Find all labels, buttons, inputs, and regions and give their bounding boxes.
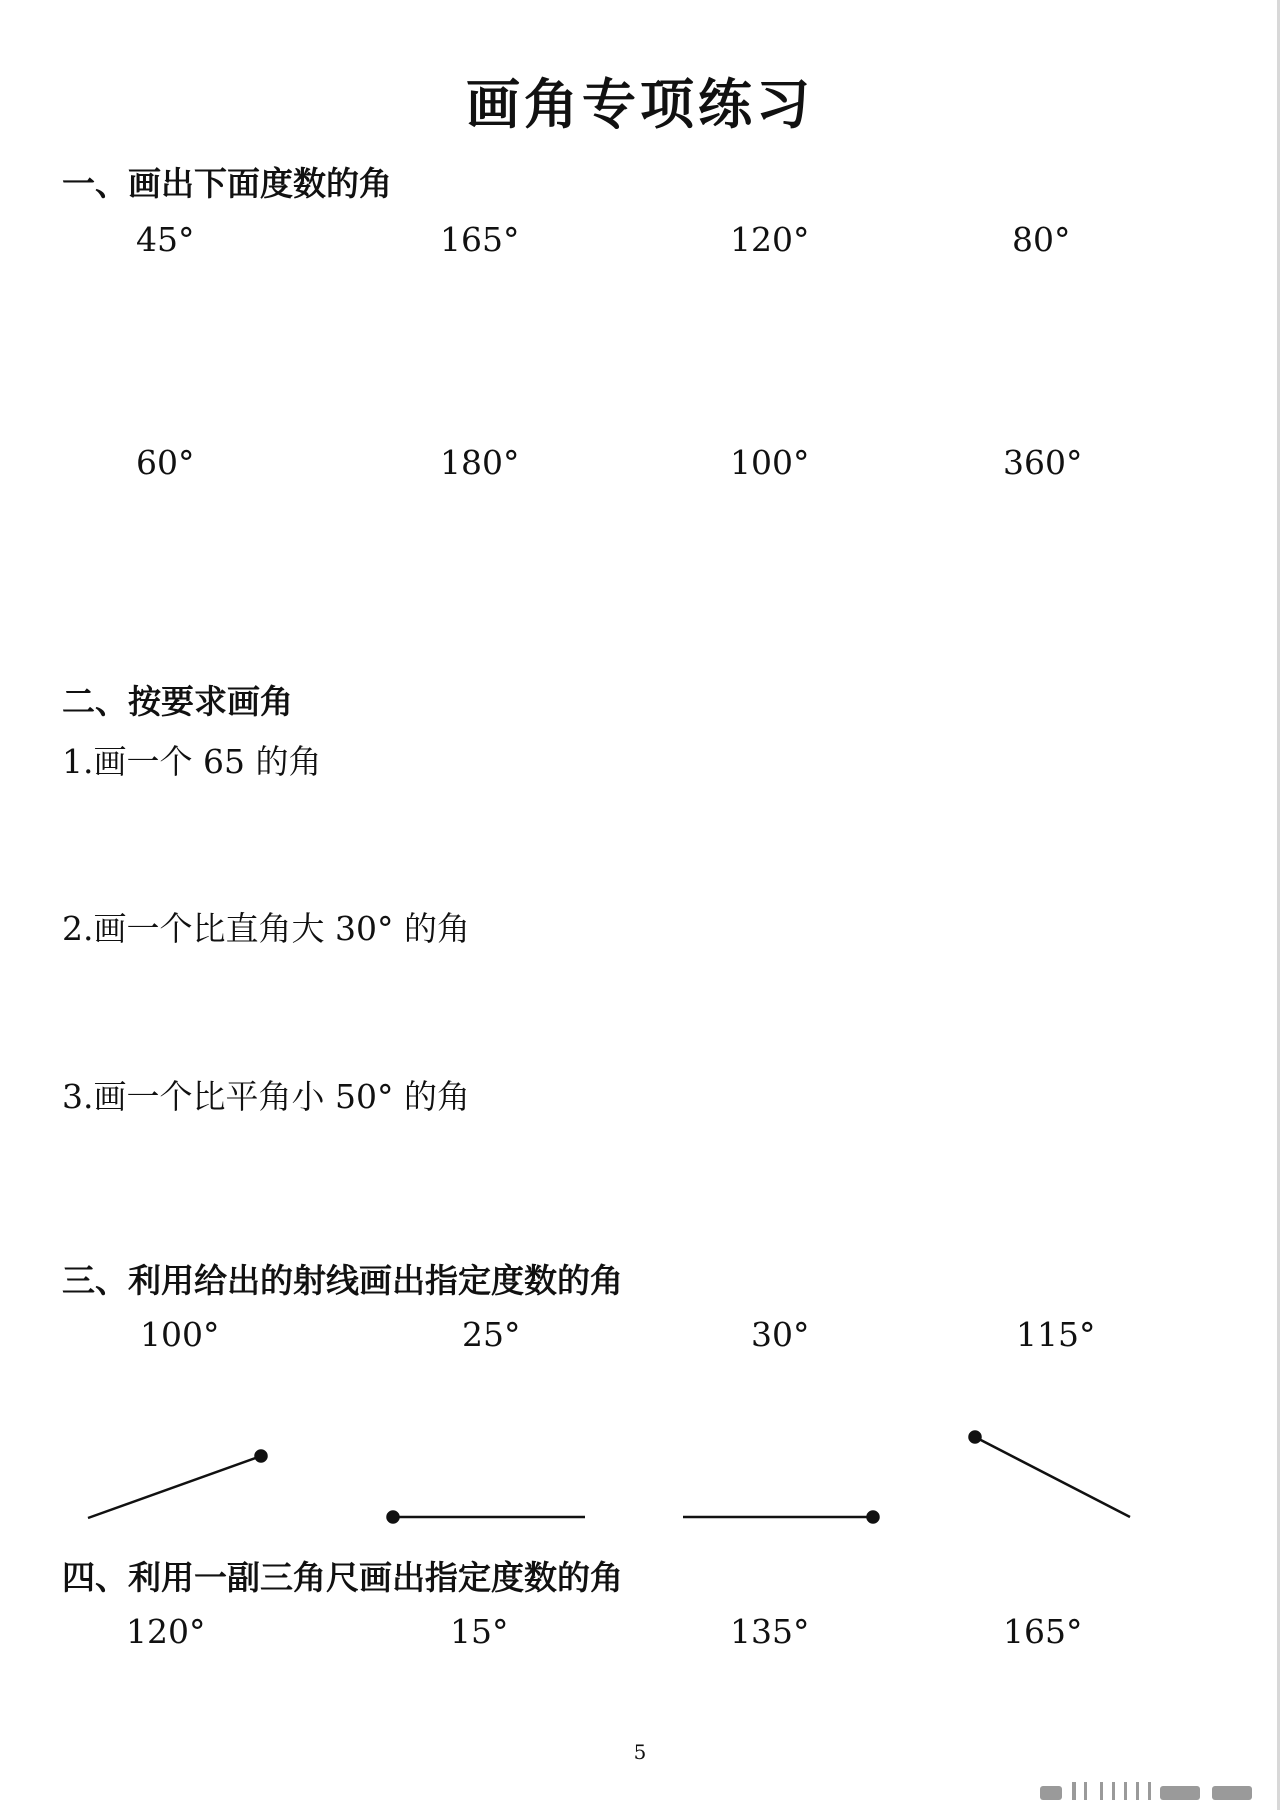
degree-label: 165° (1003, 1612, 1083, 1651)
degree-label: 180° (440, 443, 520, 482)
section-2-heading: 二、按要求画角 (62, 682, 293, 721)
ray-3-endpoint (868, 1512, 879, 1523)
degree-label: 100° (730, 443, 810, 482)
section-3-heading: 三、利用给出的射线画出指定度数的角 (62, 1261, 623, 1300)
ray-1 (88, 1456, 261, 1518)
ray-2-endpoint (388, 1512, 399, 1523)
degree-label: 360° (1003, 443, 1083, 482)
task-item: 2.画一个比直角大 30° 的角 (62, 909, 470, 948)
ray-1-endpoint (256, 1451, 267, 1462)
ray-4-endpoint (970, 1432, 981, 1443)
degree-label: 25° (462, 1315, 521, 1354)
degree-label: 80° (1012, 220, 1071, 259)
task-item: 1.画一个 65 的角 (62, 742, 322, 781)
degree-label: 135° (730, 1612, 810, 1651)
degree-label: 120° (730, 220, 810, 259)
ray-4 (975, 1437, 1130, 1517)
degree-label: 60° (136, 443, 195, 482)
degree-label: 30° (751, 1315, 810, 1354)
section-4-heading: 四、利用一副三角尺画出指定度数的角 (62, 1558, 623, 1597)
degree-label: 15° (450, 1612, 509, 1651)
task-item: 3.画一个比平角小 50° 的角 (62, 1077, 470, 1116)
section-1-heading: 一、画出下面度数的角 (62, 164, 392, 203)
watermark-icon (1040, 1780, 1260, 1804)
page-title: 画角专项练习 (466, 73, 814, 136)
page-number: 5 (633, 1740, 647, 1764)
degree-label: 115° (1016, 1315, 1096, 1354)
degree-label: 100° (140, 1315, 220, 1354)
degree-label: 165° (440, 220, 520, 259)
degree-label: 120° (126, 1612, 206, 1651)
degree-label: 45° (136, 220, 195, 259)
